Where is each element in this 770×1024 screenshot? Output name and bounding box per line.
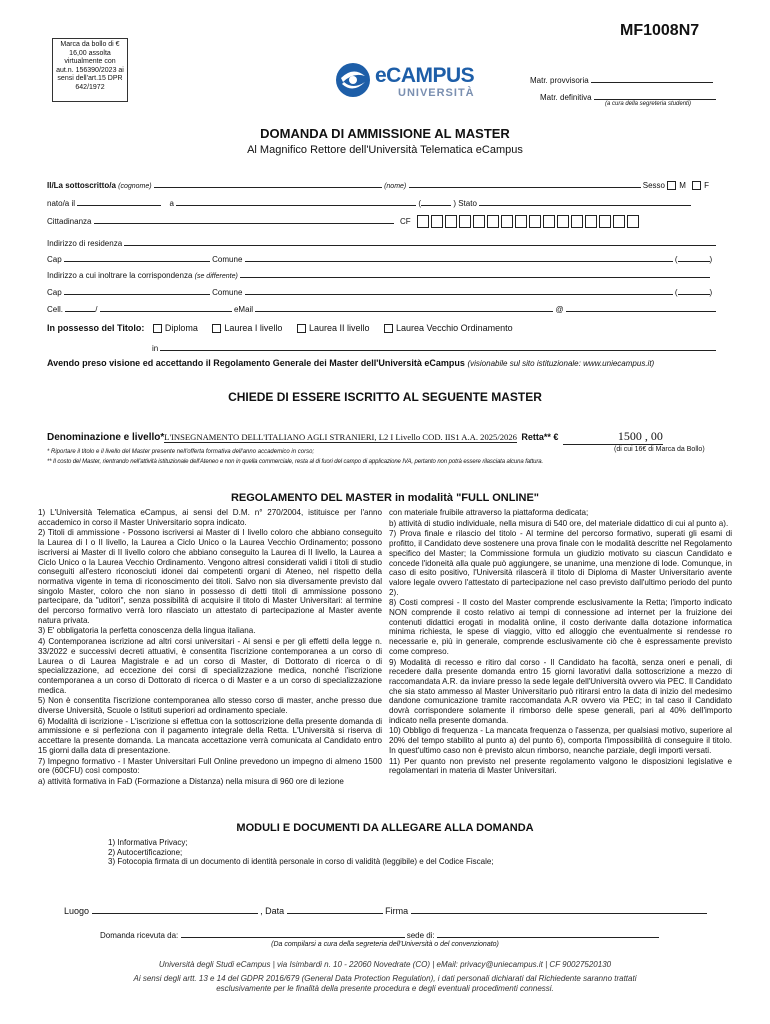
regolamento-right-item: con materiale fruibile attraverso la piattaforma dedicata; [389, 508, 589, 517]
cittadinanza-label: Cittadinanza [47, 217, 92, 226]
footer-privacy-1: Ai sensi degli artt. 13 e 14 del GDPR 2016/679 (General Data Protection Regulation), i dati personali dichiarati dal Richiedente saranno trattati [133, 974, 637, 983]
regolamento-left-item: 6) Modalità di iscrizione - L'iscrizione si effettua con la sottoscrizione della presente domanda di ammissione e si perfeziona con il pagamento integrale della Retta. L'Università si riserva di accettare la presente domanda. La mancata accettazione verrà comunicata al Candidato entro 15 giorni dalla data di presentazione. [38, 716, 382, 755]
visione-note: (visionabile sul sito istituzionale: www.uniecampus.it) [467, 359, 655, 368]
cap2-field[interactable] [64, 285, 210, 295]
footnote-1: * Riportare il titolo e il livello del Master presente nell'offerta formativa dell'anno accademico in corso; [47, 449, 315, 455]
sesso-label: Sesso [642, 181, 665, 190]
nome-field[interactable] [409, 178, 641, 188]
nato-luogo-field[interactable] [176, 196, 416, 206]
sede-field[interactable] [437, 928, 659, 938]
residenza-field[interactable] [124, 236, 716, 246]
nome-label: (nome) [384, 183, 407, 190]
matr-provvisoria-label: Matr. provvisoria [530, 76, 589, 85]
se-differente-label: (se differente) [194, 273, 238, 280]
titolo-laurea2-checkbox[interactable] [297, 324, 306, 333]
moduli-item: 3) Fotocopia firmata di un documento di identità personale in corso di validità (leggibile) e del Codice Fiscale; [108, 857, 494, 866]
luogo-field[interactable] [92, 904, 258, 914]
data-label: , Data [260, 906, 285, 916]
provincia-field[interactable] [421, 196, 451, 206]
cap-field[interactable] [64, 252, 210, 262]
luogo-label: Luogo [64, 906, 90, 916]
stamp-box: Marca da bollo di € 16,00 assolta virtualmente con aut.n. 156390/2023 ai sensi dell'art.15 DPR 642/1972 [52, 38, 128, 102]
form-row-name [47, 178, 709, 190]
denominazione-row [47, 427, 663, 445]
form-row-citizenship [47, 214, 641, 228]
comune-field[interactable] [245, 252, 673, 262]
regolamento-right-item: 9) Modalità di recesso e ritiro dal corso - Il Candidato ha facoltà, senza oneri e penali, di recedere dalla presente domanda entro 15 giorni lavorativi dalla sottoscrizione a mezzo di raccomandata A.R. da inviare presso la sede legale dell'Università ovvero via PEC. Il Candidato che sia stato ammesso al Master Universitario può ritirarsi entro la data di inizio del medesimo dandone comunicazione tramite raccomandata A.R ovvero via PEC; in tal caso il Candidato dovrà corrispondere solamente il rimborso delle spese generali, pari al 40% dell'importo indicato nella presente domanda. [389, 657, 733, 725]
in-label: in [152, 344, 159, 353]
form-row-in [152, 341, 716, 353]
regolamento-left-column [38, 508, 382, 788]
matr-definitiva-label: Matr. definitiva [540, 93, 592, 102]
matr-provvisoria-field[interactable] [591, 73, 713, 83]
regolamento-right-column [389, 508, 732, 777]
regolamento-left-item: 2) Titoli di ammissione - Possono iscriversi ai Master di I livello coloro che abbiano conseguito la Laurea di I o II livello, la Laurea a Ciclo Unico o la Laurea Vecchio Ordinamento; possono iscriversi ai Master di II livello coloro che abbiano conseguito la Laurea di II livello, la Laurea a Ciclo Unico o la Laurea Vecchio Ordinamento. Vengono altresì considerati validi i titoli di studio conseguiti all'estero riconosciuti idonei dai competenti organi di Ateneo, nel rispetto della normativa vigente in tema di riconoscimento dei titoli. Salvo non sia diversamente previsto dal singolo Master, coloro che non siano in possesso di detti titoli di ammissione possono partecipare, da "uditori", senza possibilità di acquisire il titolo di Master Universitari: al termine del percorso formativo verrà loro rilasciato un attestato di partecipazione al Master avente natura privata. [38, 528, 382, 625]
retta-label: Retta** € [521, 432, 559, 442]
regolamento-right-item: b) attività di studio individuale, nella misura di 540 ore, del materiale didattico di cui al punto a). [389, 518, 729, 528]
matr-definitiva-field[interactable] [594, 90, 716, 100]
bollo-note: (di cui 16€ di Marca da Bollo) [614, 446, 705, 453]
moduli-heading: MODULI E DOCUMENTI DA ALLEGARE ALLA DOMANDA [236, 822, 534, 834]
segreteria-note: (a cura della segreteria studenti) [605, 101, 692, 107]
footnote-2: ** Il costo del Master, rientrando nell'attività istituzionale dell'Ateneo e non in quella commerciale, resta al di fuori del campo di applicazione IVA, pertanto non potrà essere rilasciata alcuna fattura. [47, 459, 544, 465]
nato-data-field[interactable] [77, 196, 161, 206]
stato-field[interactable] [479, 196, 691, 206]
sede-label: sede di: [406, 931, 435, 940]
sesso-f-checkbox[interactable] [692, 181, 701, 190]
visione-text: Avendo preso visione ed accettando il Regolamento Generale dei Master dell'Università eCampus [47, 358, 465, 368]
corrispondenza-field[interactable] [240, 268, 710, 278]
chiede-heading: CHIEDE DI ESSERE ISCRITTO AL SEGUENTE MASTER [228, 390, 542, 404]
titolo-laurea2-label: Laurea II livello [308, 323, 370, 333]
sesso-m-label: M [679, 181, 686, 190]
email-user-field[interactable] [255, 302, 553, 312]
cognome-label: (cognome) [118, 183, 152, 190]
denominazione-value[interactable]: L'INSEGNAMENTO DELL'ITALIANO AGLI STRANIERI, L2 I Livello COD. IIS1 A.A. 2025/2026 [164, 432, 517, 442]
sottoscritto-label: Il/La sottoscritto/a [47, 181, 116, 190]
form-row-contacts: Cell. / eMail @ [47, 302, 716, 314]
comune2-provincia-field[interactable] [678, 285, 710, 295]
stato-label: ) Stato [453, 199, 477, 208]
corrispondenza-label: Indirizzo a cui inoltrare la corrispondenza [47, 271, 193, 280]
visione-row [47, 358, 654, 368]
titolo-vo-label: Laurea Vecchio Ordinamento [396, 323, 513, 333]
titolo-vo-checkbox[interactable] [384, 324, 393, 333]
page-title: DOMANDA DI AMMISSIONE AL MASTER [260, 126, 510, 141]
a-label: a [169, 199, 174, 208]
ricevuta-label: Domanda ricevuta da: [100, 931, 179, 940]
titolo-laurea1-label: Laurea I livello [224, 323, 283, 333]
document-code: MF1008N7 [620, 22, 700, 39]
denominazione-label: Denominazione e livello* [47, 432, 165, 443]
cognome-field[interactable] [154, 178, 382, 188]
residenza-label: Indirizzo di residenza [47, 239, 123, 248]
comune-label: Comune [212, 255, 243, 264]
form-row-residence [47, 236, 716, 248]
regolamento-left-item: 7) Impegno formativo - I Master Universitari Full Online prevedono un impegno di almeno 1500 ore (60CFU) così composto: [38, 756, 382, 776]
segreteria-compile-note: (Da compilarsi a cura della segreteria dell'Università o del convenzionato) [271, 941, 499, 948]
regolamento-left-item: 5) Non è consentita l'iscrizione contemporanea allo stesso corso di master, anche presso due diverse Università, Scuole o Istituti superiori ad ordinamento speciale. [38, 696, 382, 716]
email-label: eMail [233, 305, 254, 314]
firma-row [64, 904, 707, 916]
logo-sub-text: UNIVERSITÀ [398, 87, 475, 99]
regolamento-left-item: 3) E' obbligatoria la perfetta conoscenza della lingua italiana. [38, 626, 256, 636]
moduli-item: 2) Autocertificazione; [108, 847, 183, 857]
titolo-in-field[interactable] [160, 341, 716, 351]
moduli-item: 1) Informativa Privacy; [108, 838, 188, 847]
email-domain-field[interactable] [566, 302, 716, 312]
cap2-label: Cap [47, 288, 62, 297]
page-subtitle: Al Magnifico Rettore dell'Università Telematica eCampus [247, 144, 523, 156]
titolo-label: In possesso del Titolo: [47, 323, 145, 333]
email-at: @ [555, 305, 564, 314]
cf-label: CF [399, 217, 411, 226]
moduli-list [108, 838, 494, 867]
regolamento-right-item: 11) Per quanto non previsto nel presente regolamento valgono le disposizioni legislative e regolamentari in materia di Master Universitari. [389, 756, 732, 776]
sesso-f-label: F [704, 181, 709, 190]
cell-label: Cell. [47, 305, 64, 314]
data-field[interactable] [287, 904, 383, 914]
comune2-field[interactable] [245, 285, 673, 295]
footer-privacy-2: esclusivamente per le finalità della presente procedura e degli eventuali procedimenti connessi. [216, 984, 554, 993]
regolamento-left-item: a) attività formativa in FaD (Formazione a Distanza) nella misura di 960 ore di lezione [38, 776, 344, 786]
cittadinanza-field[interactable] [94, 214, 394, 224]
ecampus-logo-icon [335, 62, 371, 98]
sesso-m-checkbox[interactable] [667, 181, 676, 190]
form-row-correspondence [47, 268, 710, 280]
nato-label: nato/a il [47, 199, 76, 208]
comune-provincia-field[interactable] [678, 252, 710, 262]
form-row-cap1: Cap Comune ( ) [47, 252, 712, 264]
cell-prefix-field[interactable] [65, 302, 95, 312]
form-row-cap2: Cap Comune ( ) [47, 285, 712, 297]
titolo-diploma-checkbox[interactable] [153, 324, 162, 333]
regolamento-left-item: 1) L'Università Telematica eCampus, ai sensi del D.M. n° 270/2004, istituisce per l'anno accademico in corso il Master Universitario sopra indicato. [38, 508, 382, 527]
matr-provvisoria-row [530, 73, 713, 85]
cell-number-field[interactable] [100, 302, 232, 312]
firma-field[interactable] [411, 904, 707, 914]
regolamento-right-item: 8) Costi compresi - Il costo del Master comprende esclusivamente la Retta; l'importo indicato NON comprende il costo relativo ai tempi di connessione ad internet per la fruizione dei contenuti didattici erogati in modalità online, il costo derivante dalla dotazione informatica minima richiesta, le spese di viaggio, vitto ed alloggio che eventualmente si rendesse ro necessarie e, più in generale, comprende esclusivamente ciò che è espressamente previsto come compreso. [389, 598, 732, 656]
retta-value[interactable]: 1500 , 00 [563, 429, 663, 445]
cap-label: Cap [47, 255, 62, 264]
regolamento-right-item: 7) Prova finale e rilascio del titolo - Al termine del percorso formativo, superati gli esami di profitto, il Candidato deve sostenere una prova finale con le modalità descritte nel Regolamento specifico del Master; la Commissione formula un giudizio motivato su ciascun Candidato e concede l'idoneità alla quale può aggiungere, se unanime, una menzione di lode. Comunque, in caso di esito positivo, l'Università rilascerà il titolo di Diploma di Master Universitario avente valore legale ovvero l'attestato di partecipazione nel caso previsto dall'ultimo periodo del punto 2). [389, 529, 732, 597]
titolo-laurea1-checkbox[interactable] [212, 324, 221, 333]
regolamento-heading: REGOLAMENTO DEL MASTER in modalità "FULL ONLINE" [230, 492, 540, 504]
cf-boxes[interactable] [417, 215, 641, 228]
logo-main-text: eCAMPUS [375, 64, 475, 87]
regolamento-left-item: 4) Contemporanea iscrizione ad altri corsi universitari - Ai sensi e per gli effetti della legge n. 33/2022 e successivi decreti attuativi, è consentita l'iscrizione contemporanea a un corso di Laurea o di Laurea Magistrale e ad un corso di Master, di Dottorato di ricerca o di specializzazione, ad eccezione dei corsi di specializzazione medica, nonché l'iscrizione contemporanea a un corso di Dottorato di ricerca o di Master e a un corso di specializzazione medica. [38, 637, 382, 695]
regolamento-right-item: 10) Obbligo di frequenza - La mancata frequenza o l'assenza, per qualsiasi motivo, superiore al 20% del tempo stabilito al punto a) del punto 6), comporta l'impossibilità di conseguire il titolo. In quest'ultimo caso non è previsto alcun rimborso, neanche parziale, degli importi versati. [389, 726, 732, 755]
footer-address: Università degli Studi eCampus | via Isimbardi n. 10 - 22060 Novedrate (CO) | eMail: privacy@uniecampus.it | CF 90027520130 [158, 960, 612, 969]
ecampus-logo [335, 62, 371, 103]
titolo-diploma-label: Diploma [164, 323, 198, 333]
form-row-titolo [47, 323, 513, 333]
form-row-birth: nato/a il a ( ) Stato [47, 196, 691, 208]
ricevuta-row [100, 928, 659, 940]
comune2-label: Comune [212, 288, 243, 297]
ricevuta-field[interactable] [181, 928, 405, 938]
firma-label: Firma [385, 906, 409, 916]
